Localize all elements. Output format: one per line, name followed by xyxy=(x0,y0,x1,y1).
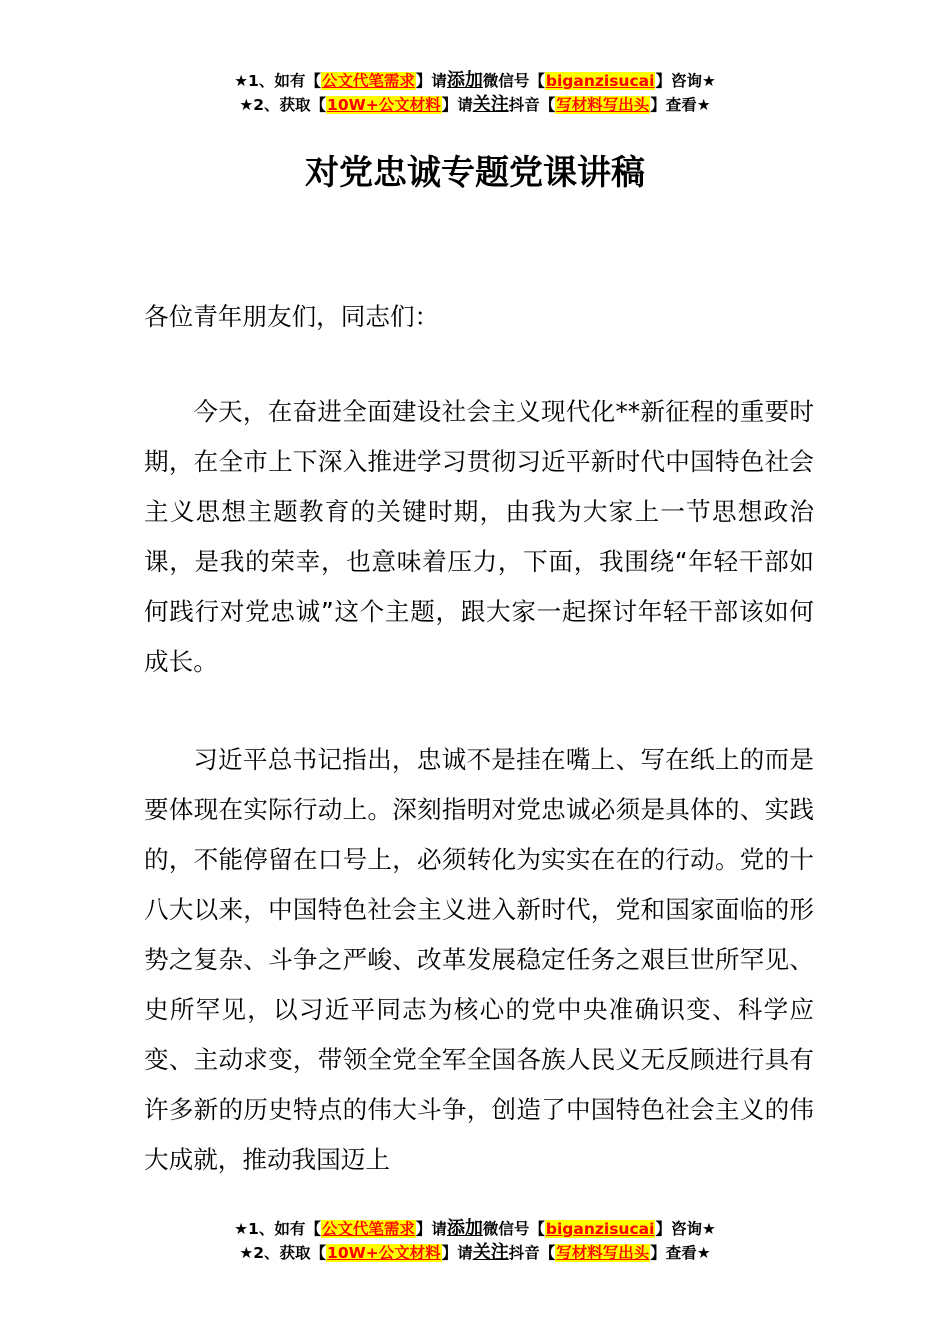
banner-text: 微信号【 xyxy=(482,72,545,90)
banner-emphasis: 关注 xyxy=(472,1242,509,1263)
paragraph-1: 今天，在奋进全面建设社会主义现代化**新征程的重要时期，在全市上下深入推进学习贯彻习近平新时代中国特色社会主义思想主题教育的关键时期，由我为大家上一节思想政治课，是我的荣幸，也意味着压力，下面，我围绕“年轻干部如何践行对党忠诚”这个主题，跟大家一起探讨年轻干部该如何成长。 xyxy=(144,397,814,676)
highlight-materials: 10W+公文材料 xyxy=(327,96,441,114)
footer-banner xyxy=(0,1217,950,1265)
paragraph-2: 习近平总书记指出，忠诚不是挂在嘴上、写在纸上的而是要体现在实际行动上。深刻指明对党忠诚必须是具体的、实践的，不能停留在口号上，必须转化为实实在在的行动。党的十八大以来，中国特色社会主义进入新时代，党和国家面临的形势之复杂、斗争之严峻、改革发展稳定任务之艰巨世所罕见、史所罕见，以习近平同志为核心的党中央准确识变、科学应变、主动求变，带领全党全军全国各族人民义无反顾进行具有许多新的历史特点的伟大斗争，创造了中国特色社会主义的伟大成就，推动我国迈上 xyxy=(144,745,814,1174)
banner-text: 】查看★ xyxy=(650,1244,711,1262)
highlight-ghostwriting: 公文代笔需求 xyxy=(321,72,415,90)
banner-text: ★1、如有【 xyxy=(234,1220,321,1238)
banner-text: 】请 xyxy=(441,1244,473,1262)
document-title: 对党忠诚专题党课讲稿 xyxy=(305,153,645,193)
banner-text: ★2、获取【 xyxy=(239,1244,327,1262)
highlight-wechat-id: biganzisucai xyxy=(545,72,655,90)
banner-emphasis: 添加 xyxy=(446,70,483,91)
banner-line-2 xyxy=(0,93,950,117)
banner-text: ★1、如有【 xyxy=(234,72,321,90)
banner-text: 微信号【 xyxy=(482,1220,545,1238)
banner-line-2 xyxy=(0,1241,950,1265)
banner-text: 】请 xyxy=(415,72,447,90)
banner-text: 】查看★ xyxy=(650,96,711,114)
banner-text: 】请 xyxy=(441,96,473,114)
banner-line-1 xyxy=(0,1217,950,1241)
highlight-ghostwriting: 公文代笔需求 xyxy=(321,1220,415,1238)
banner-text: 】咨询★ xyxy=(655,1220,716,1238)
banner-text: 抖音【 xyxy=(508,96,556,114)
header-banner xyxy=(0,69,950,117)
banner-emphasis: 关注 xyxy=(472,94,509,115)
greeting: 各位青年朋友们，同志们： xyxy=(144,302,440,331)
highlight-douyin-id: 写材料写出头 xyxy=(556,1244,650,1262)
banner-line-1 xyxy=(0,69,950,93)
highlight-douyin-id: 写材料写出头 xyxy=(556,96,650,114)
highlight-materials: 10W+公文材料 xyxy=(327,1244,441,1262)
banner-emphasis: 添加 xyxy=(446,1218,483,1239)
banner-text: ★2、获取【 xyxy=(239,96,327,114)
banner-text: 】请 xyxy=(415,1220,447,1238)
banner-text: 】咨询★ xyxy=(655,72,716,90)
highlight-wechat-id: biganzisucai xyxy=(545,1220,655,1238)
banner-text: 抖音【 xyxy=(508,1244,556,1262)
